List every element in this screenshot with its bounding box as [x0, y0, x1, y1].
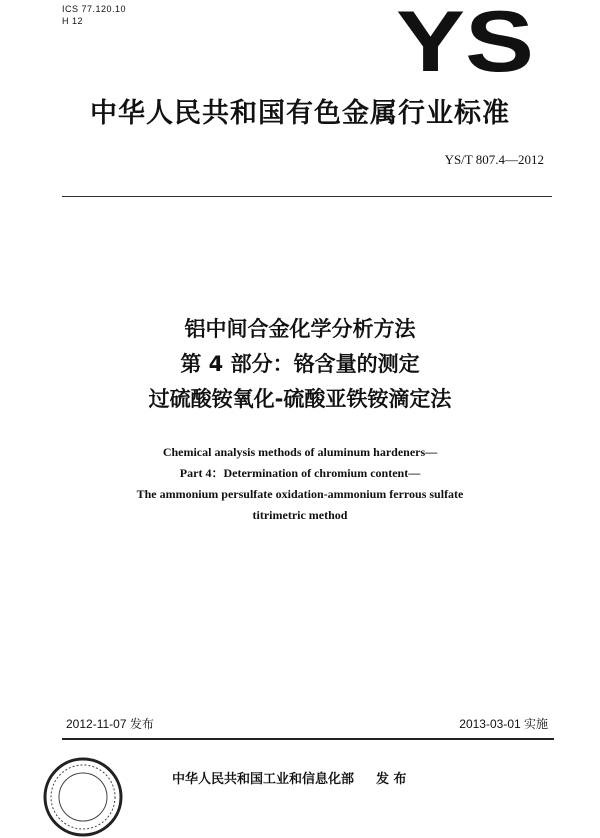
implement-date: 2013-03-01 实施	[459, 717, 548, 731]
title-zh-line-1: 铝中间合金化学分析方法	[184, 317, 416, 341]
standard-number: YS/T 807.4—2012	[444, 152, 544, 167]
title-en	[0, 442, 600, 526]
classification-codes	[62, 3, 126, 27]
title-zh	[0, 312, 600, 417]
issuer-name: 中华人民共和国工业和信息化部	[172, 772, 355, 787]
title-zh-line-3: 过硫酸铵氧化-硫酸亚铁铵滴定法	[148, 387, 452, 411]
industry-title: 中华人民共和国有色金属行业标准	[90, 98, 510, 129]
title-en-line-3: The ammonium persulfate oxidation-ammonium ferrous sulfate	[136, 487, 464, 501]
footer-divider	[62, 738, 554, 740]
title-en-line-4: titrimetric method	[252, 508, 348, 522]
ys-logo-text: YS	[396, 1, 534, 76]
header-divider	[62, 196, 552, 198]
class-code: H 12	[62, 16, 84, 26]
ministry-seal	[42, 756, 124, 838]
title-zh-line-2: 第 4 部分：铬含量的测定	[180, 352, 420, 376]
ys-logo	[395, 1, 535, 76]
title-en-line-1: Chemical analysis methods of aluminum hardeners—	[162, 445, 438, 459]
issuer-line	[172, 768, 407, 787]
publish-date: 2012-11-07 发布	[66, 717, 154, 731]
title-en-line-2: Part 4：Determination of chromium content—	[179, 466, 421, 480]
ics-code: ICS 77.120.10	[62, 4, 127, 14]
issue-label: 发 布	[376, 772, 407, 787]
